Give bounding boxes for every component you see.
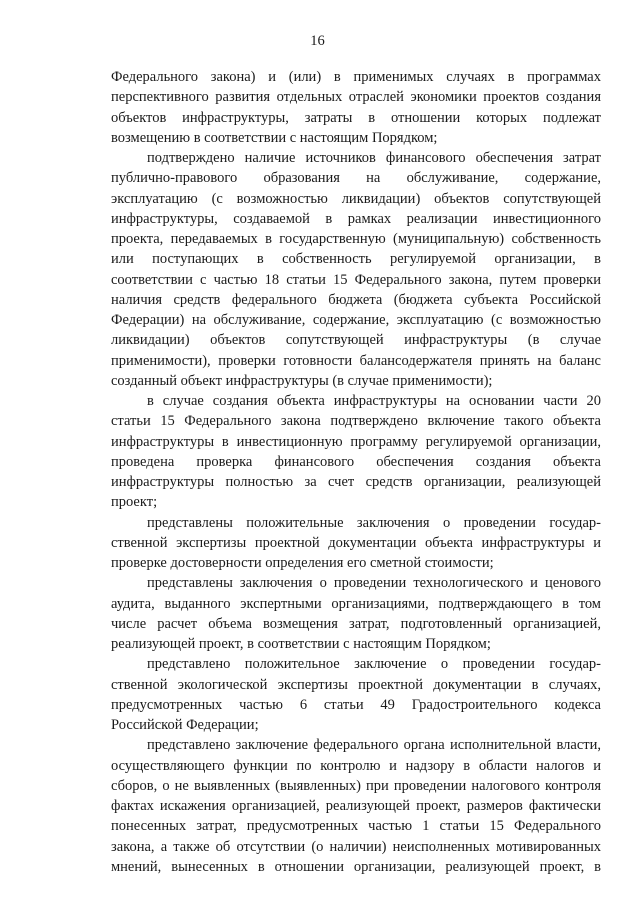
text-line: проекта, передаваемых в государственную (муниципальную) собственность: [111, 231, 601, 247]
text-line: представлены заключения о проведении технологического и ценового: [147, 575, 601, 592]
page-number: 16: [310, 33, 325, 49]
text-line: представлено заключение федерального органа исполнительной власти,: [147, 737, 601, 754]
text-line: эксплуатацию (с возможностью ликвидации) объектов сопутствующей: [111, 190, 601, 207]
text-line: проведена проверка финансового обеспечения создания объекта: [111, 453, 601, 470]
text-line: в случае создания объекта инфраструктуры на основании части 20: [147, 393, 601, 409]
text-line: реализующей проект, в соответствии с настоящим Порядком;: [111, 636, 491, 652]
text-line: аудита, выданного экспертными организациями, подтверждающего в том: [111, 595, 601, 612]
text-line: созданный объект инфраструктуры (в случае применимости);: [111, 372, 493, 389]
text-line: понесенных затрат, предусмотренных частью 1 статьи 15 Федерального: [111, 818, 601, 835]
text-line: представлены положительные заключения о проведении государ-: [147, 514, 601, 531]
text-line: числе расчет объема возмещения затрат, подготовленный организацией,: [111, 615, 601, 632]
text-line: фактах искажения организацией, реализующей проект, размеров фактически: [111, 798, 601, 814]
text-line: мнений, вынесенных в отношении организации, реализующей проект, в: [111, 858, 601, 875]
text-line: Федерального закона) и (или) в применимых случаях в программах: [111, 69, 601, 85]
text-line: инфраструктуры полностью за счет средств организации, реализующей: [111, 474, 601, 490]
text-line: инфраструктуры, создаваемой в рамках реализации инвестиционного: [111, 210, 601, 227]
text-line: ственной экологической экспертизы проектной документации в случаях,: [111, 676, 601, 693]
text-line: соответствии с частью 18 статьи 15 Федерального закона, путем проверки: [111, 271, 601, 288]
text-line: объектов инфраструктуры, затраты в отношении которых подлежат: [111, 109, 601, 126]
text-line: Федерации) на обслуживание, содержание, эксплуатацию (с возможностью: [111, 312, 601, 328]
text-line: возмещению в соответствии с настоящим Порядком;: [111, 129, 438, 146]
text-line: статьи 15 Федерального закона подтверждено включение такого объекта: [111, 413, 601, 430]
text-line: сборов, о не выявленных (выявленных) при проведении налогового контроля: [111, 777, 601, 794]
text-line: осуществляющего функции по контролю и надзору в области налогов и: [111, 757, 601, 774]
text-line: перспективного развития отдельных отраслей экономики проектов создания: [111, 89, 601, 106]
text-line: проект;: [111, 494, 158, 511]
text-line: Российской Федерации;: [111, 717, 259, 733]
text-line: наличия средств федерального бюджета (бюджета субъекта Российской: [111, 291, 601, 308]
text-line: инфраструктуры в инвестиционную программу регулируемой организации,: [111, 433, 601, 450]
text-line: представлено положительное заключение о проведении государ-: [147, 656, 601, 673]
text-line: ственной экспертизы проектной документации объекта инфраструктуры и: [111, 534, 601, 551]
text-line: закона, а также об отсутствии (о наличии) неисполненных мотивированных: [111, 838, 601, 855]
text-line: подтверждено наличие источников финансового обеспечения затрат: [147, 150, 601, 166]
text-line: проверке достоверности определения его сметной стоимости;: [111, 555, 494, 571]
text-line: публично-правового образования на обслуживание, содержание,: [111, 170, 601, 187]
text-line: ликвидации) объектов сопутствующей инфраструктуры (в случае: [111, 332, 601, 349]
text-line: или поступающих в собственность регулируемой организации, в: [111, 251, 601, 268]
text-line: предусмотренных частью 6 статьи 49 Градостроительного кодекса: [111, 696, 601, 713]
text-line: применимости), проверки готовности балансодержателя принять на баланс: [111, 352, 601, 369]
